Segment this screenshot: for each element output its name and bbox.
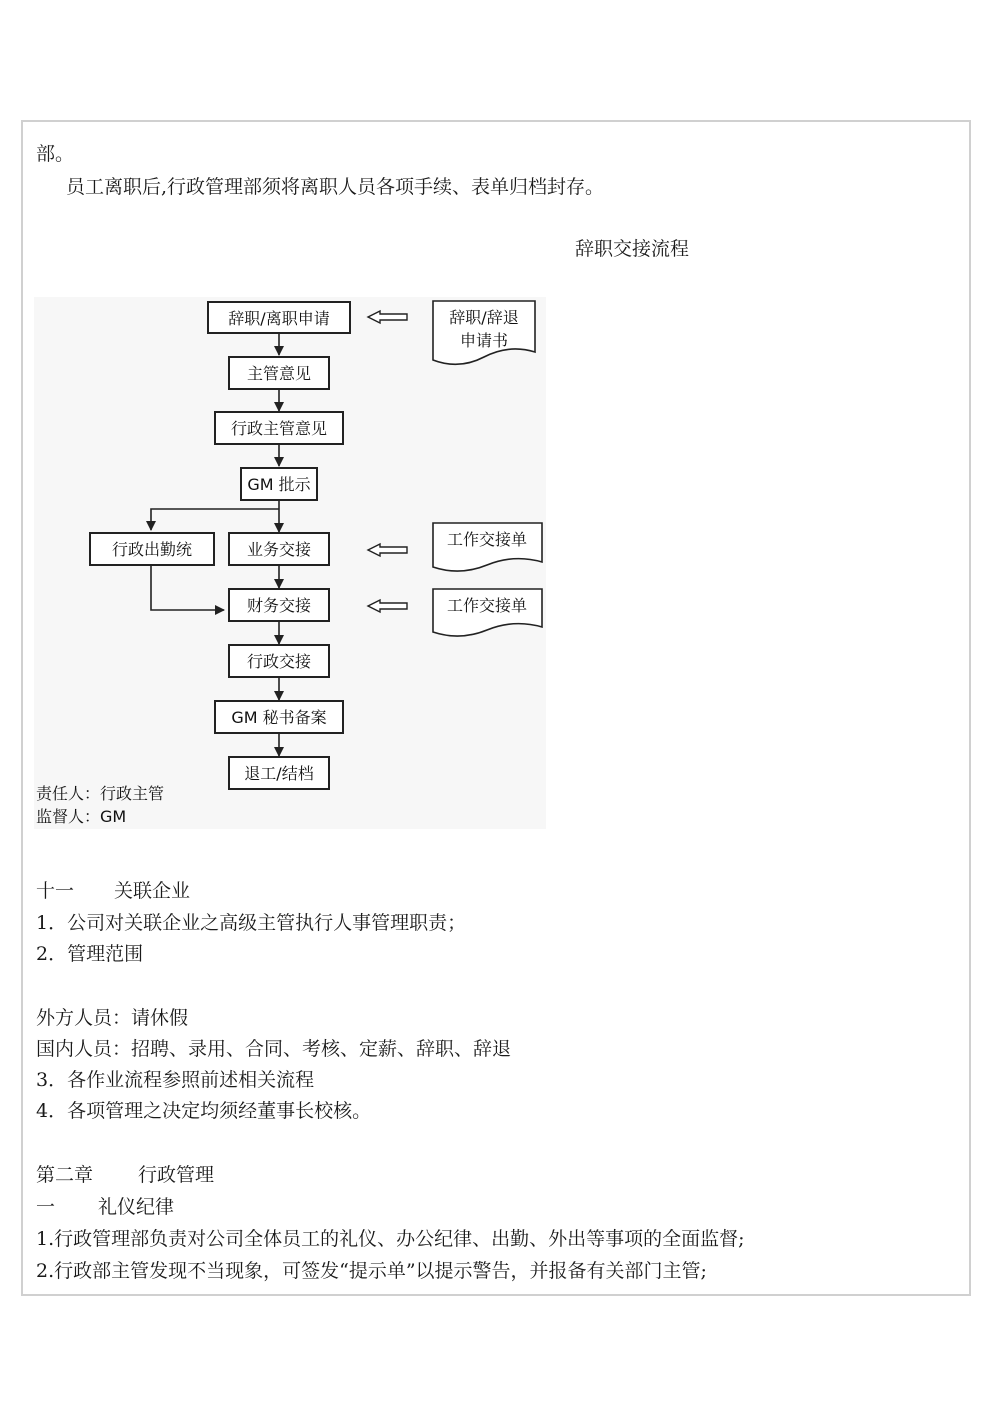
step-label: 业务交接 xyxy=(246,540,312,559)
responsible-person: 责任人：行政主管 xyxy=(36,784,165,803)
foreign-staff-scope: 外方人员：请休假 xyxy=(36,1007,189,1029)
list-item: 4．各项管理之决定均须经董事长校核。 xyxy=(36,1100,372,1122)
step-label: 辞职/离职申请 xyxy=(228,309,330,328)
chapter-title: 行政管理 xyxy=(138,1164,215,1186)
step-label: GM 秘书备案 xyxy=(231,708,327,727)
step-label: 主管意见 xyxy=(246,364,312,383)
document-label: 工作交接单 xyxy=(446,530,528,549)
resignation-flowchart xyxy=(34,297,546,829)
document-label: 工作交接单 xyxy=(446,596,528,615)
subsection-number: 一 xyxy=(36,1196,56,1218)
step-label: 财务交接 xyxy=(246,596,312,615)
section-number: 十一 xyxy=(36,880,75,902)
flowchart-title: 辞职交接流程 xyxy=(575,238,690,260)
list-item: 3．各作业流程参照前述相关流程 xyxy=(36,1069,315,1091)
paragraph-archive: 员工离职后,行政管理部须将离职人员各项手续、表单归档封存。 xyxy=(66,176,605,198)
document-label: 申请书 xyxy=(459,331,509,350)
list-item: 1.行政管理部负责对公司全体员工的礼仪、办公纪律、出勤、外出等事项的全面监督; xyxy=(36,1228,745,1250)
list-item: 1．公司对关联企业之高级主管执行人事管理职责； xyxy=(36,912,467,934)
subsection-title: 礼仪纪律 xyxy=(98,1196,175,1218)
chapter-number: 第二章 xyxy=(36,1164,94,1186)
document-label: 辞职/辞退 xyxy=(449,308,519,327)
domestic-staff-scope: 国内人员：招聘、录用、合同、考核、定薪、辞职、辞退 xyxy=(36,1038,512,1060)
hollow-arrow-icon xyxy=(368,544,407,556)
list-item: 2．管理范围 xyxy=(36,943,144,965)
step-label: 行政交接 xyxy=(246,652,312,671)
list-item: 2.行政部主管发现不当现象，可签发“提示单”以提示警告，并报备有关部门主管; xyxy=(36,1260,707,1282)
paragraph-continuation: 部。 xyxy=(36,143,75,165)
step-label: 行政出勤统 xyxy=(111,540,193,559)
hollow-arrow-icon xyxy=(368,311,407,323)
section-title: 关联企业 xyxy=(114,880,191,902)
supervisor-person: 监督人：GM xyxy=(36,807,127,826)
step-label: 退工/结档 xyxy=(244,764,314,783)
step-label: 行政主管意见 xyxy=(230,419,328,438)
step-label: GM 批示 xyxy=(247,475,311,494)
hollow-arrow-icon xyxy=(368,600,407,612)
